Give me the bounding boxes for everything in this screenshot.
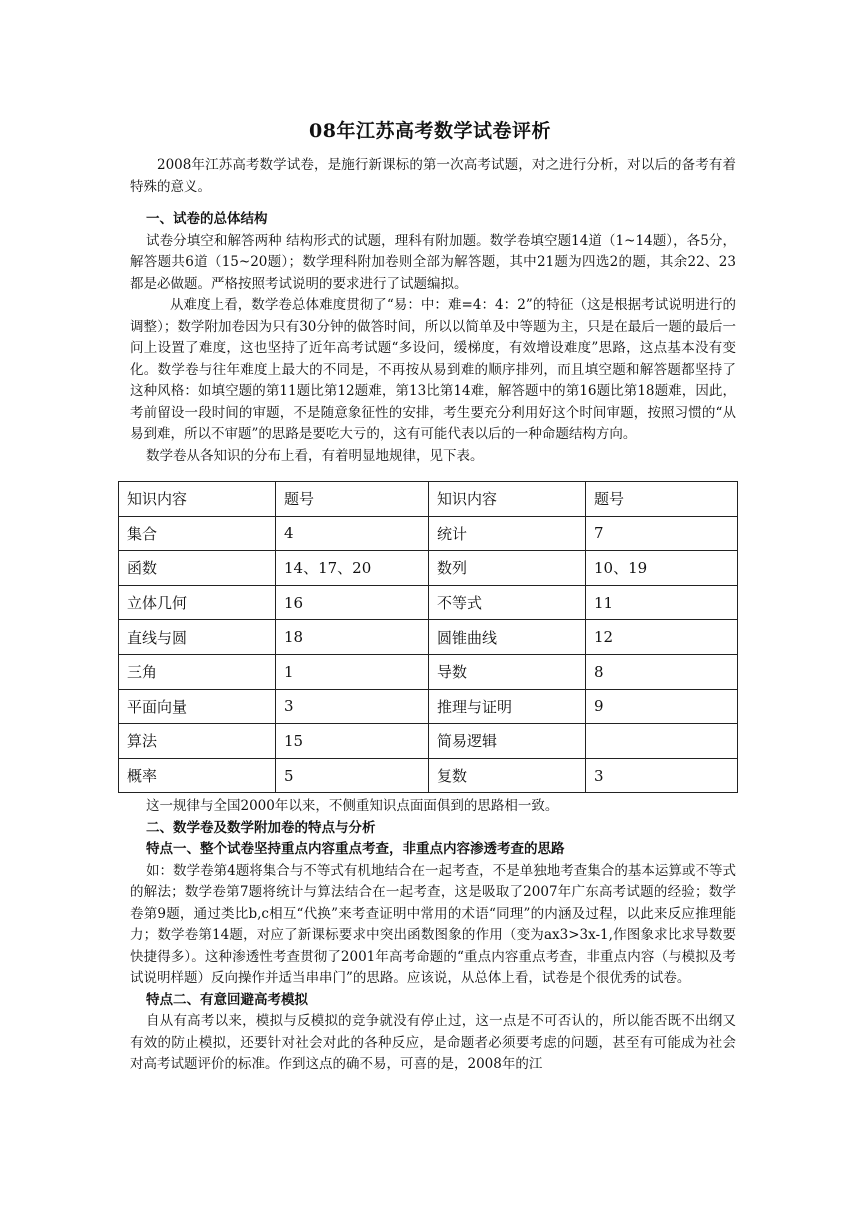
feature-2-paragraph: 自从有高考以来，模拟与反模拟的竞争就没有停止过，这一点是不可否认的，所以能否既不出纲又有效的防止模拟，还要针对社会对此的各种反应，是命题者必须要考虑的问题，甚至有可能成为社会对高考试题评价的标准。作到这点的确不易，可喜的是，2008年的江 [130,1013,736,1072]
table-header-cell: 题号 [586,482,738,517]
table-cell: 1 [276,654,429,689]
table-cell: 7 [586,516,738,551]
table-cell: 3 [586,758,738,793]
section-1-paragraph-2: 从难度上看，数学卷总体难度贯彻了“易：中：难=4：4：2”的特征（这是根据考试说明进行的调整）；数学附加卷因为只有30分钟的做答时间，所以以简单及中等题为主，只是在最后一题的最后一问上设置了难度，这也坚持了近年高考试题“多设问，缓梯度，有效增设难度”思路，这点基本没有变化。数学卷与往年难度上最大的不同是，不再按从易到难的顺序排列，而且填空题和解答题都坚持了这种风格：如填空题的第11题比第12题难，第13比第14难，解答题中的第16题比第18题难，因此，考前留设一段时间的审题，不是随意象征性的安排，考生要充分利用好这个时间审题，按照习惯的“从易到难，所以不审题”的思路是要吃大亏的，这有可能代表以后的一种命题结构方向。 [130,297,736,442]
table-header-cell: 知识内容 [429,482,586,517]
table-cell: 18 [276,620,429,655]
table-cell: 14、17、20 [276,551,429,586]
feature-2-heading: 特点二、有意回避高考模拟 [146,991,308,1008]
table-cell: 16 [276,585,429,620]
table-row [119,516,738,551]
section-2-heading: 二、数学卷及数学附加卷的特点与分析 [146,819,376,836]
table-cell: 平面向量 [119,689,276,724]
table-cell: 11 [586,585,738,620]
table-cell: 统计 [429,516,586,551]
section-1-heading: 一、试卷的总体结构 [146,211,268,227]
table-cell: 8 [586,654,738,689]
table-cell [586,724,738,759]
table-cell: 导数 [429,654,586,689]
section-1-paragraph-3: 数学卷从各知识的分布上看，有着明显地规律，见下表。 [146,447,484,464]
table-row [119,689,738,724]
table-cell: 圆锥曲线 [429,620,586,655]
table-cell: 算法 [119,724,276,759]
after-table-paragraph: 这一规律与全国2000年以来，不侧重知识点面面俱到的思路相一致。 [146,798,559,814]
document-title: 08年江苏高考数学试卷评析 [309,120,551,142]
section-1-paragraph-1: 试卷分填空和解答两种 结构形式的试题，理科有附加题。数学卷填空题14道（1~14题），各5分，解答题共6道（15~20题）；数学理科附加卷则全部为解答题，其中21题为四选2的题，其余22、23都是必做题。严格按照考试说明的要求进行了试题编拟。 [130,232,736,292]
table-row [119,724,738,759]
table-cell: 复数 [429,758,586,793]
table-row [119,551,738,586]
intro-block [130,155,736,198]
table-header-cell: 知识内容 [119,482,276,517]
table-row [119,620,738,655]
section-1 [130,209,736,467]
table-row [119,654,738,689]
knowledge-distribution-table [118,481,738,793]
table-cell: 5 [276,758,429,793]
section-2 [130,796,736,1076]
table-cell: 12 [586,620,738,655]
table-cell: 简易逻辑 [429,724,586,759]
intro-paragraph: 2008年江苏高考数学试卷，是施行新课标的第一次高考试题，对之进行分析，对以后的备考有着特殊的意义。 [130,157,736,195]
table-cell: 9 [586,689,738,724]
table-cell: 直线与圆 [119,620,276,655]
table-row [119,758,738,793]
table-cell: 15 [276,724,429,759]
table-cell: 4 [276,516,429,551]
table-header-row [119,482,738,517]
table-cell: 函数 [119,551,276,586]
table-cell: 推理与证明 [429,689,586,724]
table-header-cell: 题号 [276,482,429,517]
table-cell: 不等式 [429,585,586,620]
table-cell: 10、19 [586,551,738,586]
feature-1-heading: 特点一、整个试卷坚持重点内容重点考查，非重点内容渗透考查的思路 [146,841,565,857]
table-cell: 集合 [119,516,276,551]
table-cell: 数列 [429,551,586,586]
table-row [119,585,738,620]
table-cell: 三角 [119,654,276,689]
table-cell: 3 [276,689,429,724]
table-cell: 立体几何 [119,585,276,620]
feature-1-paragraph: 如：数学卷第4题将集合与不等式有机地结合在一起考查，不是单独地考查集合的基本运算或不等式的解法；数学卷第7题将统计与算法结合在一起考查，这是吸取了2007年广东高考试题的经验；数学卷第9题，通过类比b,c相互“代换”来考查证明中常用的术语“同理”的内涵及过程，以此来反应推理能力；数学卷第14题，对应了新课标要求中突出函数图象的作用（变为ax3>3x-1,作图象求比求导数要快捷得多）。这种渗透性考查贯彻了2001年高考命题的“重点内容重点考查，非重点内容（与模拟及考试说明样题）反向操作并适当串串门”的思路。应该说，从总体上看，试卷是个很优秀的试卷。 [130,862,736,986]
table-cell: 概率 [119,758,276,793]
